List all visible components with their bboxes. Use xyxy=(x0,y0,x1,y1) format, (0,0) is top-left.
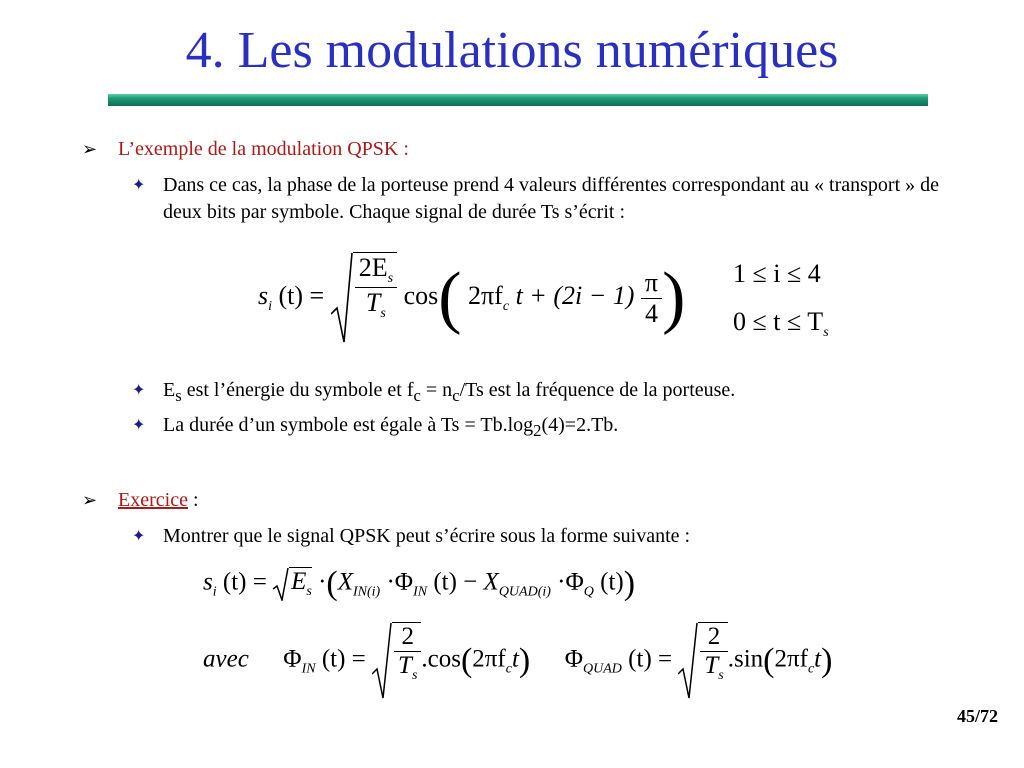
arrow-bullet-icon: ➢ xyxy=(82,490,98,510)
star-bullet-icon: ✦ xyxy=(132,382,146,399)
phase-description-text: Dans ce cas, la phase de la porteuse prend 4 valeurs différentes correspondant au « transport » de deux bits par symbole. Chaque signal de durée Ts s’écrit : xyxy=(163,174,940,223)
slide-title: 4. Les modulations numériques xyxy=(185,22,839,79)
sqrt-symbol: $\frac{2}{T_s}$ xyxy=(678,622,727,700)
exercise-statement-text: Montrer que le signal QPSK peut s’écrire sous la forme suivante : xyxy=(163,525,691,547)
exercise-heading: Exercice xyxy=(118,489,188,511)
condition-t-range: $0 \le t \le T_s$ xyxy=(733,307,829,341)
sqrt-symbol: $\frac{2E_s}{T_s}$ xyxy=(331,252,397,344)
qpsk-conditions xyxy=(733,250,829,357)
sqrt-symbol: $\frac{2}{T_s}$ xyxy=(372,622,421,700)
qpsk-decomposition-formula: $s_i$ (t) = $E_s$ $\cdot(X_{IN(i)} \cdot\Phi_{IN}$ $(t) - X_{QUAD(i)} \cdot\Phi_Q$ (t)) xyxy=(203,565,636,602)
section-heading-qpsk: L’exemple de la modulation QPSK : xyxy=(118,138,409,160)
symbol-duration-text: La durée d’un symbole est égale à $Ts = Tb.\log_2(4)=2.Tb$. xyxy=(163,414,619,440)
star-bullet-icon: ✦ xyxy=(132,177,146,194)
energy-note-text: $E_s$ est l’énergie du symbole et $f_c = n_c/Ts$ est la fréquence de la porteuse. xyxy=(163,379,736,405)
qpsk-signal-formula: $s_i$ (t) = $\frac{2E_s}{T_s}$ cos( $2\pi f_c$ t + (2i − 1) $\frac{\pi}{4}$ ) xyxy=(258,252,685,344)
condition-i-range: 1 ≤ i ≤ 4 xyxy=(733,259,821,288)
arrow-bullet-icon: ➢ xyxy=(82,139,98,159)
title-underline xyxy=(108,94,928,106)
basis-functions-formula: avec $\Phi_{IN}$ (t) = $\frac{2}{T_s}$ $.\cos(2\pi f_ct)$ $\Phi_{QUAD}$ (t) = $\frac{2}{T_s}$ $.\sin(2\pi f_ct)$ xyxy=(203,622,832,700)
sqrt-symbol: $E_s$ xyxy=(273,567,312,601)
star-bullet-icon: ✦ xyxy=(132,417,146,434)
page-number: 45/72 xyxy=(956,706,998,726)
star-bullet-icon: ✦ xyxy=(132,528,146,545)
